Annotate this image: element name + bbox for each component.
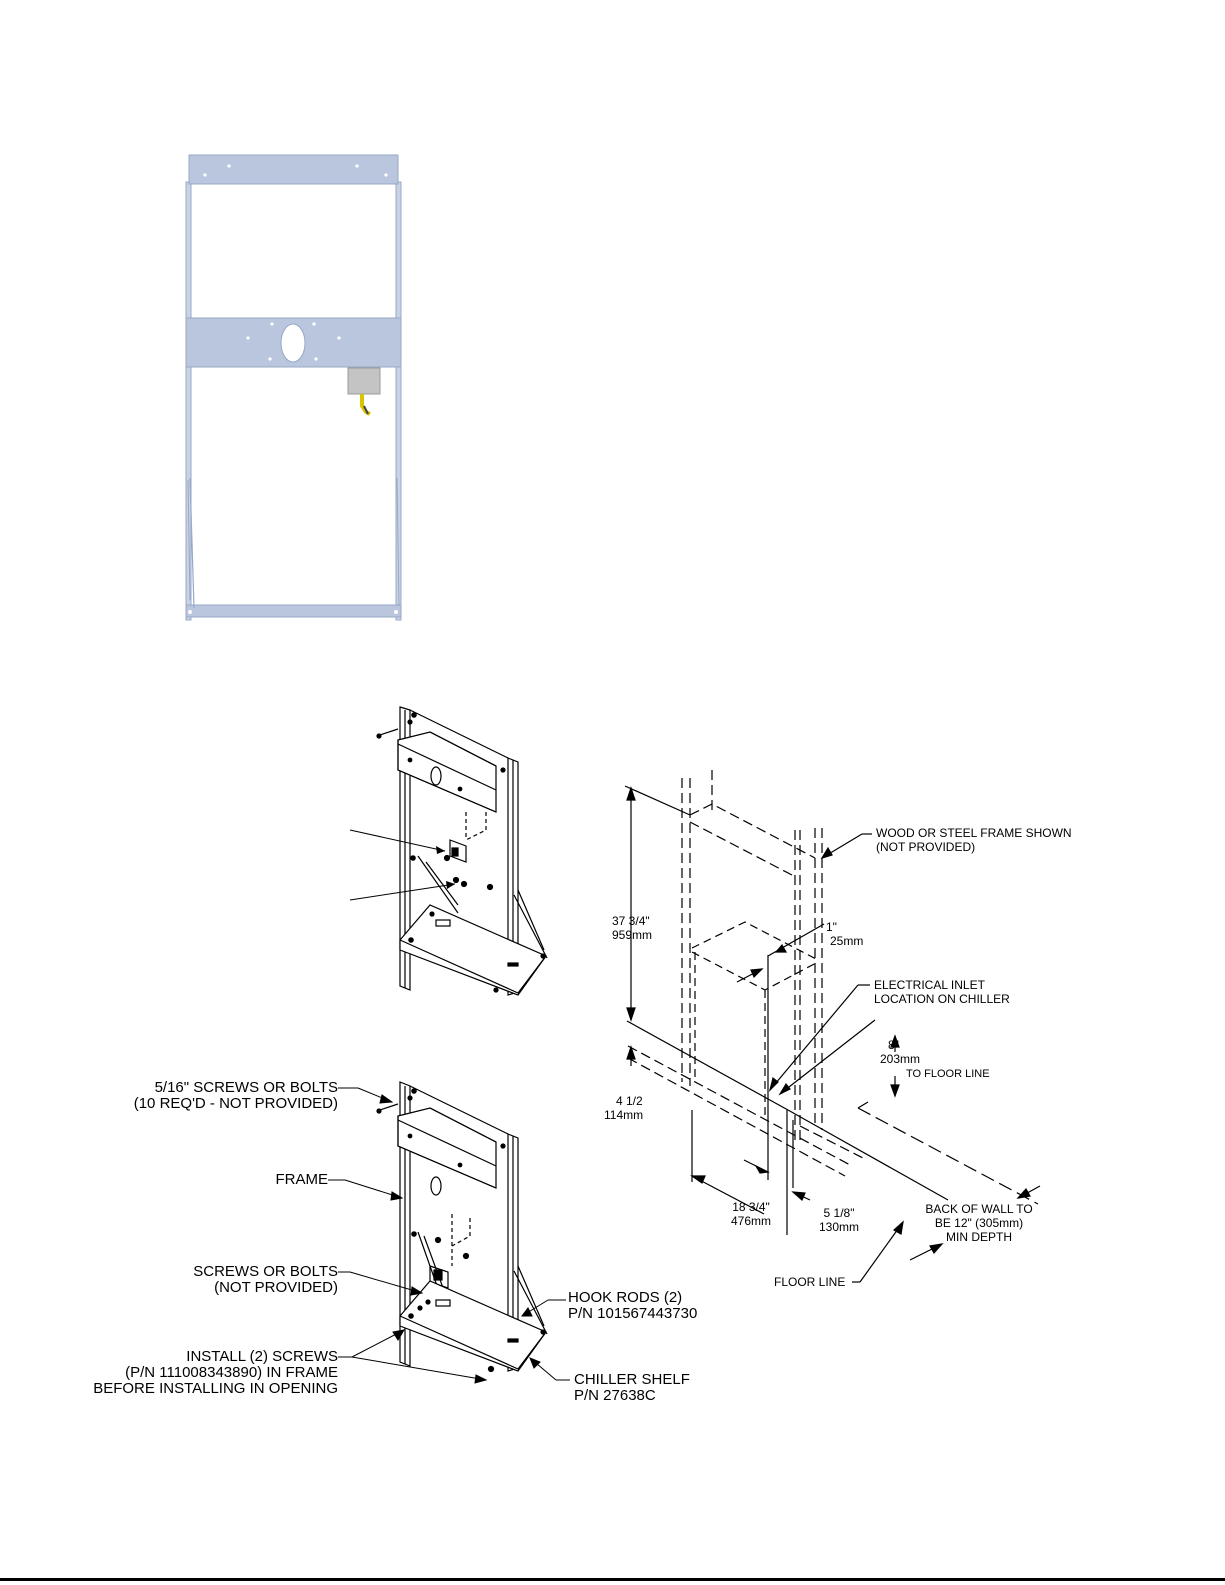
callout-hook-rods-line1: HOOK RODS (2) <box>568 1289 683 1306</box>
dim-wood-steel-frame <box>876 826 1072 854</box>
dim-height <box>612 914 652 942</box>
callout-hook-rods <box>568 1290 697 1322</box>
dim-eighteen-three-quarter <box>726 1200 776 1228</box>
dim-to-floor-line: TO FLOOR LINE <box>906 1068 990 1080</box>
dim-eight-inch-line1: 8" <box>888 1038 899 1052</box>
dim-back-of-wall-line3: MIN DEPTH <box>946 1230 1012 1244</box>
callout-install-screws <box>40 1349 338 1397</box>
callout-chiller-shelf-line1: CHILLER SHELF <box>574 1371 690 1388</box>
dim-four-half <box>604 1094 643 1122</box>
dim-eighteen-three-quarter-line1: 18 3/4" <box>732 1200 770 1214</box>
frame-left-rail <box>186 182 191 620</box>
callout-screws-bolts-516 <box>60 1080 338 1112</box>
callout-screws-or-bolts-line1: SCREWS OR BOLTS <box>193 1263 338 1280</box>
callout-install-screws-line3: BEFORE INSTALLING IN OPENING <box>93 1380 338 1397</box>
dim-five-one-eighth <box>814 1206 864 1234</box>
dim-four-half-line1: 4 1/2 <box>616 1094 643 1108</box>
dim-wood-steel-frame-line1: WOOD OR STEEL FRAME SHOWN <box>876 826 1072 840</box>
dim-electrical-inlet-line1: ELECTRICAL INLET <box>874 978 985 992</box>
dim-back-of-wall-line1: BACK OF WALL TO <box>925 1202 1033 1216</box>
callout-screws-bolts-516-line1: 5/16" SCREWS OR BOLTS <box>154 1079 338 1096</box>
dim-one-inch <box>826 920 863 948</box>
dim-eight-inch-line2: 203mm <box>880 1052 921 1066</box>
frame-top-bar <box>189 155 398 184</box>
iso-frame-upper <box>377 707 547 995</box>
dim-five-one-eighth-line2: 130mm <box>818 1220 859 1234</box>
dim-floor-line: FLOOR LINE <box>774 1275 846 1289</box>
callout-screws-bolts-516-line2: (10 REQ'D - NOT PROVIDED) <box>133 1095 338 1112</box>
dim-one-inch-line1: 1" <box>826 920 837 934</box>
dim-four-half-line2: 114mm <box>604 1108 644 1122</box>
dim-height-line2: 959mm <box>612 928 653 942</box>
dim-back-of-wall-line2: BE 12" (305mm) <box>934 1216 1024 1230</box>
page-bottom-rule <box>0 1578 1225 1581</box>
frame-front-render <box>186 155 401 620</box>
dim-back-of-wall <box>920 1202 1038 1244</box>
callout-frame: FRAME <box>275 1171 328 1188</box>
dim-eighteen-three-quarter-line2: 476mm <box>730 1214 771 1228</box>
callout-screws-or-bolts-line2: (NOT PROVIDED) <box>214 1279 338 1296</box>
frame-bottom-bar <box>186 605 401 617</box>
frame-center-slot <box>281 324 305 362</box>
callout-chiller-shelf <box>574 1372 690 1404</box>
dim-height-line1: 37 3/4" <box>612 914 650 928</box>
dim-one-inch-line2: 25mm <box>830 934 864 948</box>
callout-screws-or-bolts <box>120 1264 338 1296</box>
dim-eight-inch <box>880 1038 920 1066</box>
chiller-bracket <box>348 368 380 394</box>
dim-wood-steel-frame-line2: (NOT PROVIDED) <box>876 840 976 854</box>
dim-electrical-inlet-line2: LOCATION ON CHILLER <box>874 992 1010 1006</box>
callout-install-screws-line1: INSTALL (2) SCREWS <box>186 1348 338 1365</box>
dim-five-one-eighth-line1: 5 1/8" <box>823 1206 855 1220</box>
iso-frame-lower <box>377 1082 547 1372</box>
callout-install-screws-line2: (P/N 111008343890) IN FRAME <box>125 1364 338 1381</box>
dim-electrical-inlet <box>874 978 1010 1006</box>
callout-hook-rods-line2: P/N 101567443730 <box>568 1305 698 1322</box>
callout-chiller-shelf-line2: P/N 27638C <box>574 1387 656 1404</box>
